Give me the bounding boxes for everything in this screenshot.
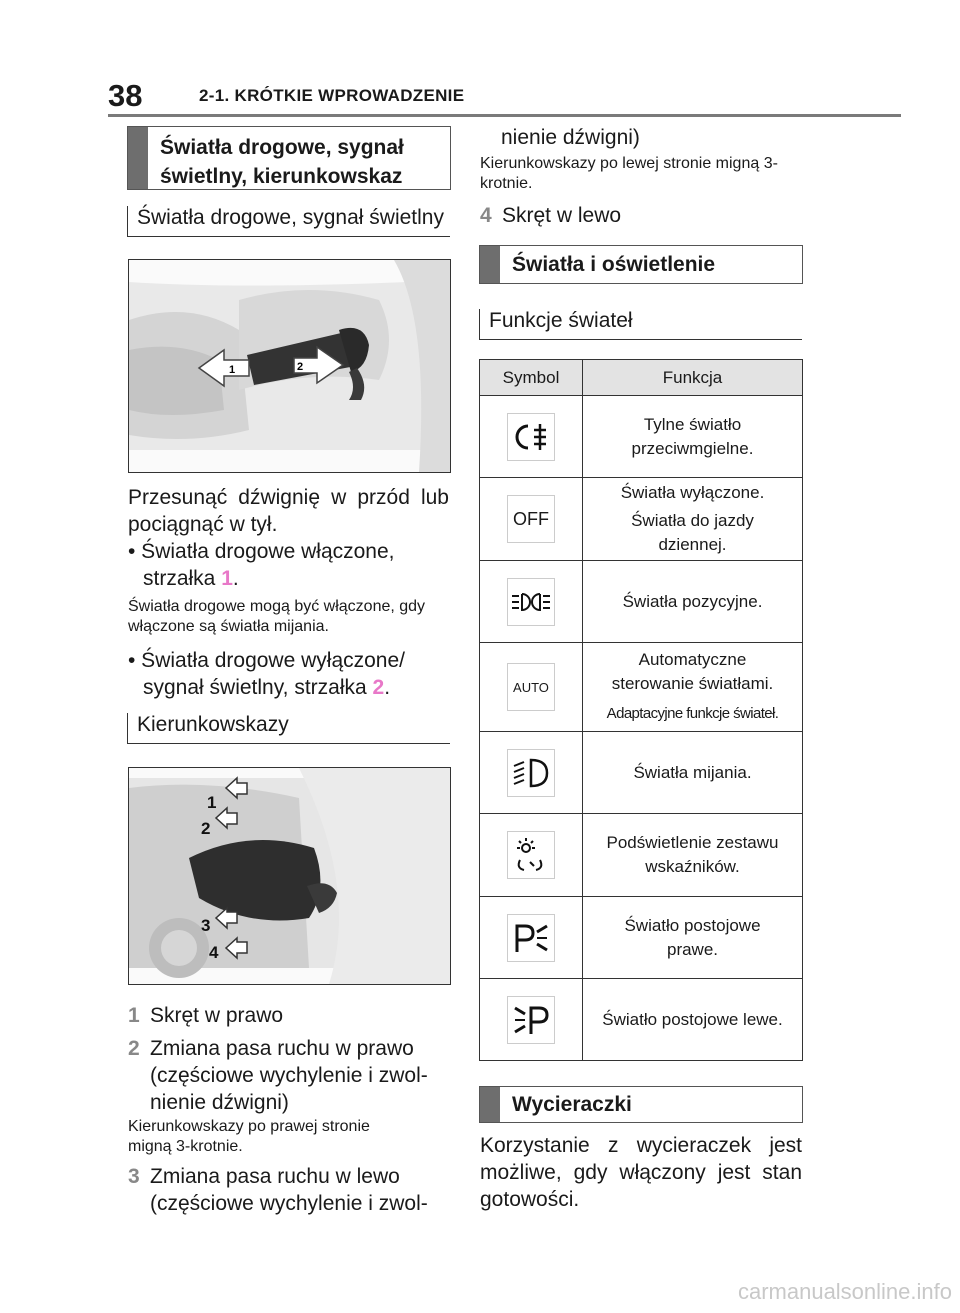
table-row <box>480 478 803 561</box>
item-number: 3 <box>128 1165 140 1188</box>
light-symbols-table <box>479 359 803 1061</box>
list-item-4 <box>480 202 802 229</box>
low-beam-icon <box>507 749 555 797</box>
function-text: Tylne światło <box>643 414 742 434</box>
header-rule <box>108 114 901 117</box>
section-title-line2: świetlny, kierunkowskaz <box>160 165 403 188</box>
fig2-label-4: 4 <box>209 943 219 962</box>
function-text: Światło postojowe <box>624 915 761 935</box>
bullet-line2: sygnał świetlny, strzałka <box>143 676 367 699</box>
function-text: Automatyczne <box>638 650 747 669</box>
fig1-label-2: 2 <box>297 361 304 373</box>
parking-light-left-icon <box>507 996 555 1044</box>
bullet-line1: • Światła drogowe wyłączone/ <box>128 649 405 672</box>
page-number: 38 <box>108 78 143 113</box>
fig1-label-1: 1 <box>229 364 236 376</box>
table-row <box>480 561 803 643</box>
section-bar <box>480 246 500 283</box>
section-heading-lighting <box>479 245 803 284</box>
arrow-ref-1: 1 <box>221 567 233 590</box>
figure-lever-high-beam <box>128 259 451 473</box>
item-text: Skręt w lewo <box>502 204 622 227</box>
function-text: Światło postojowe lewe. <box>602 1009 783 1029</box>
watermark: carmanualsonline.info <box>737 1279 952 1304</box>
section-title: Wycieraczki <box>512 1093 632 1116</box>
list-item-1 <box>128 1002 449 1029</box>
fig2-label-3: 3 <box>201 916 211 935</box>
function-text: Podświetlenie zestawu <box>606 833 779 852</box>
item-text-cont: nienie dźwigni) <box>150 1091 289 1114</box>
bullet-line1: • Światła drogowe włączone, <box>128 540 395 563</box>
table-row <box>480 643 803 732</box>
function-text: Światła do jazdy <box>631 511 754 530</box>
note-high-beam: Światła drogowe mogą być włączone, gdy włączone są światła mijania. <box>128 598 426 635</box>
function-text-adaptive: Adaptacyjne funkcje świateł. <box>606 705 779 722</box>
table-row <box>480 897 803 979</box>
section-bar <box>128 127 148 189</box>
list-item-3 <box>128 1163 449 1217</box>
figure-lever-turn-signals <box>128 767 451 985</box>
bullet-high-beam-off: • Światła drogowe wyłączone/ sygnał świetlny, strzałka 2. <box>128 647 449 701</box>
rear-fog-light-icon <box>507 413 555 461</box>
lights-off-icon: OFF <box>507 495 555 543</box>
item-number: 4 <box>480 204 492 227</box>
function-text: Światła pozycyjne. <box>622 591 763 611</box>
lever-illustration <box>129 260 450 472</box>
table-row <box>480 814 803 897</box>
function-text: prawe. <box>666 939 719 959</box>
bullet-high-beam-on: • Światła drogowe włączone, strzałka 1. <box>128 538 449 592</box>
subheading-turn-signals: Kierunkowskazy <box>127 713 450 744</box>
note-right-signal: Kierunkowskazy po prawej stronie migną 3-krotnie. <box>128 1118 370 1155</box>
running-title: 2-1. KRÓTKIE WPROWADZENIE <box>199 86 465 105</box>
column-header-function: Funkcja <box>583 360 803 396</box>
function-text: Światła wyłączone. <box>620 483 765 502</box>
section-bar <box>480 1087 500 1122</box>
function-text: sterowanie światłami. <box>611 674 774 693</box>
wipers-paragraph: Korzystanie z wycieraczek jest możliwe, gdy włączony jest stan gotowości. <box>480 1134 802 1211</box>
item-text: Skręt w prawo <box>150 1004 284 1027</box>
item-text-cont: (częściowe wychylenie i zwol- <box>150 1064 428 1087</box>
function-text: Światła mijania. <box>633 762 752 782</box>
turn-lever-illustration <box>129 768 450 984</box>
section-heading-wipers <box>479 1086 803 1123</box>
item-text: Zmiana pasa ruchu w lewo <box>150 1165 400 1188</box>
table-row <box>480 732 803 814</box>
item-text: Zmiana pasa ruchu w prawo <box>150 1037 414 1060</box>
fig2-label-1: 1 <box>207 793 217 812</box>
table-row <box>480 396 803 478</box>
item3-continuation: nienie dźwigni) <box>501 126 640 149</box>
table-header-row <box>480 360 803 396</box>
instruction-paragraph: Przesunąć dźwignię w przód lub pociągnąć w tył. <box>128 486 449 536</box>
subheading-high-beam: Światła drogowe, sygnał świetlny <box>127 206 450 237</box>
list-item-2 <box>128 1035 449 1116</box>
arrow-ref-2: 2 <box>372 676 385 699</box>
section-title: Światła i oświetlenie <box>512 253 716 276</box>
item-number: 2 <box>128 1037 140 1060</box>
section-title-line1: Światła drogowe, sygnał <box>160 136 404 159</box>
function-text: dziennej. <box>658 535 727 554</box>
bullet-line2: strzałka <box>143 567 216 590</box>
column-header-symbol: Symbol <box>480 360 583 396</box>
subheading-light-functions: Funkcje świateł <box>479 309 802 340</box>
fig2-label-2: 2 <box>201 819 211 838</box>
section-heading-lights <box>127 126 451 190</box>
instrument-illumination-icon <box>507 831 555 879</box>
position-lights-icon <box>507 578 555 626</box>
note-left-signal: Kierunkowskazy po lewej stronie migną 3-krotnie. <box>480 155 778 192</box>
parking-light-right-icon <box>507 914 555 962</box>
function-text: przeciwmgielne. <box>631 438 754 458</box>
table-row <box>480 979 803 1061</box>
function-text: wskaźników. <box>645 857 740 876</box>
item-number: 1 <box>128 1004 140 1027</box>
auto-lights-icon: AUTO <box>507 663 555 711</box>
item-text-cont: (częściowe wychylenie i zwol- <box>150 1192 428 1215</box>
